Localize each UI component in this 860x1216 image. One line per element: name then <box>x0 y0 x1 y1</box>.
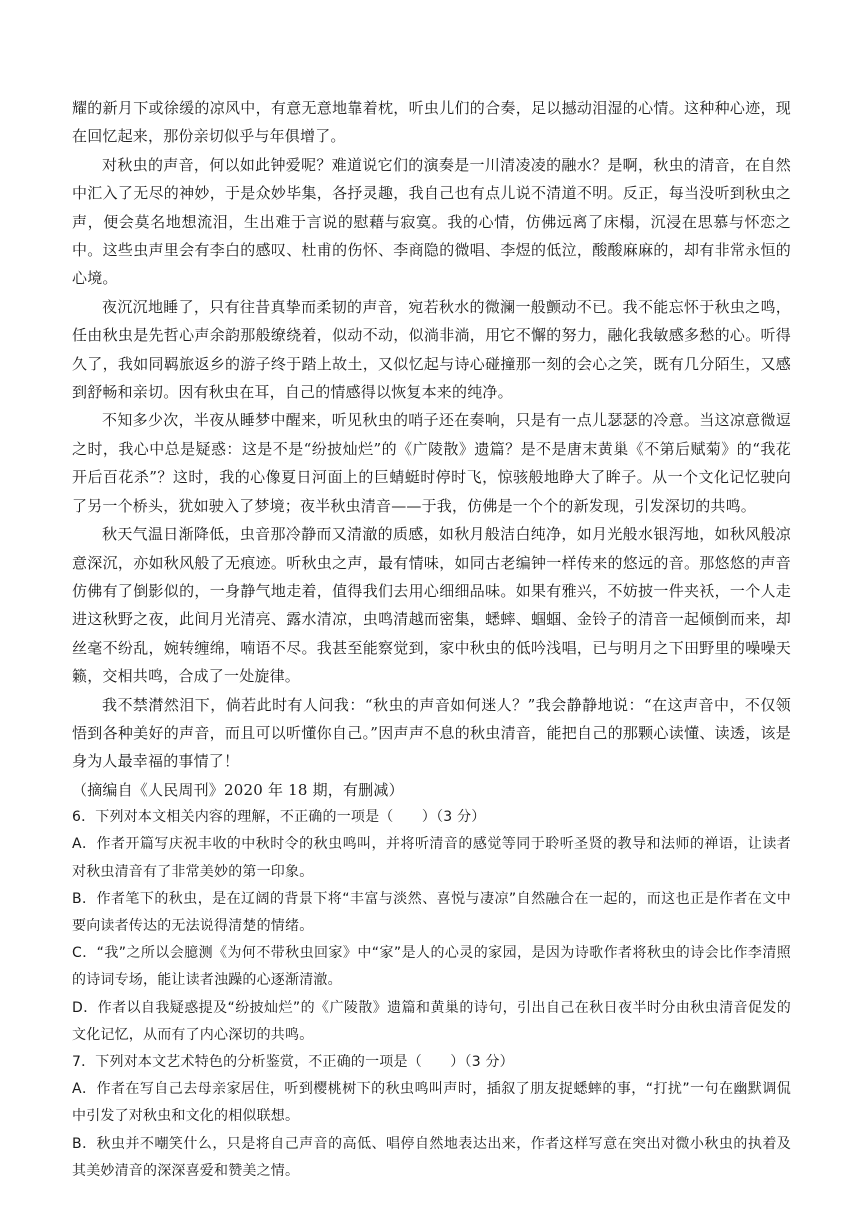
question-section <box>72 804 791 1185</box>
essay-paragraph-1: 耀的新月下或徐缓的凉风中，有意无意地靠着枕，听虫儿们的合奏，足以撼动泪湿的心情。这种种心迹，现在回忆起来，那份亲切似乎与年俱增了。 <box>72 99 791 146</box>
question-6-option-d: D．作者以自我疑惑提及“纷披灿烂”的《广陵散》遗篇和黄巢的诗句，引出自己在秋日夜半时分由秋虫清音促发的文化记忆，从而有了内心深切的共鸣。 <box>72 999 791 1043</box>
question-7-option-b: B．秋虫并不嘲笑什么，只是将自己声音的高低、唱停自然地表达出来，作者这样写意在突出对微小秋虫的执着及其美妙清音的深深喜爱和赞美之情。 <box>72 1135 791 1179</box>
question-6-option-a: A．作者开篇写庆祝丰收的中秋时令的秋虫鸣叫，并将听清音的感觉等同于聆听圣贤的教导和法师的禅语，让读者对秋虫清音有了非常美妙的第一印象。 <box>72 836 791 880</box>
question-7-option-a: A．作者在写自己去母亲家居住，听到樱桃树下的秋虫鸣叫声时，插叙了朋友捉蟋蟀的事，“打扰”一句在幽默调侃中引发了对秋虫和文化的相似联想。 <box>72 1081 791 1125</box>
question-6-option-b: B．作者笔下的秋虫，是在辽阔的背景下将“丰富与淡然、喜悦与凄凉”自然融合在一起的，而这也正是作者在文中要向读者传达的无法说得清楚的情绪。 <box>72 890 791 934</box>
essay-paragraph-4: 不知多少次，半夜从睡梦中醒来，听见秋虫的哨子还在奏响，只是有一点儿瑟瑟的冷意。当这凉意微逗之时，我心中总是疑惑：这是不是“纷披灿烂”的《广陵散》遗篇？是不是唐末黄巢《不第后赋菊》的“我花开后百花杀”？这时，我的心像夏日河面上的巨蜻蜓时停时飞，惊骇般地睁大了眸子。从一个文化记忆驶向了另一个桥头，犹如驶入了梦境；夜半秋虫清音——于我，仿佛是一个个的新发现，引发深切的共鸣。 <box>72 411 791 515</box>
question-7-stem: 7．下列对本文艺术特色的分析鉴赏，不正确的一项是（ ）（3 分） <box>72 1053 514 1070</box>
essay-text <box>72 94 791 804</box>
essay-paragraph-2: 对秋虫的声音，何以如此钟爱呢？难道说它们的演奏是一川清凌凌的融水？是啊，秋虫的清音，在自然中汇入了无尽的神妙，于是众妙毕集，各抒灵趣，我自己也有点儿说不清道不明。反正，每当没听到秋虫之声，便会莫名地想流泪，生出难于言说的慰藉与寂寞。我的心情，仿佛远离了床榻，沉浸在思慕与怀恋之中。这些虫声里会有李白的感叹、杜甫的伤怀、李商隐的微唱、李煜的低泣，酸酸麻麻的，却有非常永恒的心境。 <box>72 155 791 288</box>
essay-source-note: （摘编自《人民周刊》2020 年 18 期，有删减） <box>72 780 404 799</box>
essay-paragraph-3: 夜沉沉地睡了，只有往昔真挚而柔韧的声音，宛若秋水的微澜一般颤动不已。我不能忘怀于秋虫之鸣，任由秋虫是先哲心声余韵那般缭绕着，似动不动，似淌非淌，用它不懈的努力，融化我敏感多愁的心。听得久了，我如同羁旅返乡的游子终于踏上故土，又似忆起与诗心碰撞那一刻的会心之笑，既有几分陌生，又感到舒畅和亲切。因有秋虫在耳，自己的情感得以恢复本来的纯净。 <box>72 297 791 402</box>
essay-paragraph-5: 秋天气温日渐降低，虫音那冷静而又清澈的质感，如秋月般洁白纯净，如月光般水银泻地，如秋风般凉意深沉，亦如秋风般了无痕迹。听秋虫之声，最有情味，如同古老编钟一样传来的悠远的音。那悠悠的声音仿佛有了倒影似的，一身静气地走着，值得我们去用心细细品味。如果有雅兴，不妨披一件夹袄，一个人走进这秋野之夜，此间月光清亮、露水清凉，虫鸣清越而密集，蟋蟀、蝈蝈、金铃子的清音一起倾倒而来，却丝毫不纷乱，婉转缠绵，喃语不尽。我甚至能察觉到，家中秋虫的低吟浅唱，已与明月之下田野里的噪噪天籁，交相共鸣，合成了一处旋律。 <box>72 525 791 686</box>
essay-paragraph-6: 我不禁潸然泪下，倘若此时有人问我：“秋虫的声音如何迷人？”我会静静地说：“在这声音中，不仅领悟到各种美好的声音，而且可以听懂你自己。”因声声不息的秋虫清音，能把自己的那颗心读懂、读透，该是身为人最幸福的事情了！ <box>72 695 791 771</box>
question-6-option-c: C．“我”之所以会臆测《为何不带秋虫回家》中“家”是人的心灵的家园，是因为诗歌作者将秋虫的诗会比作李清照的诗词专场，能让读者浊躁的心逐渐清澈。 <box>72 945 791 989</box>
question-6-stem: 6．下列对本文相关内容的理解，不正确的一项是（ ）（3 分） <box>72 809 486 826</box>
